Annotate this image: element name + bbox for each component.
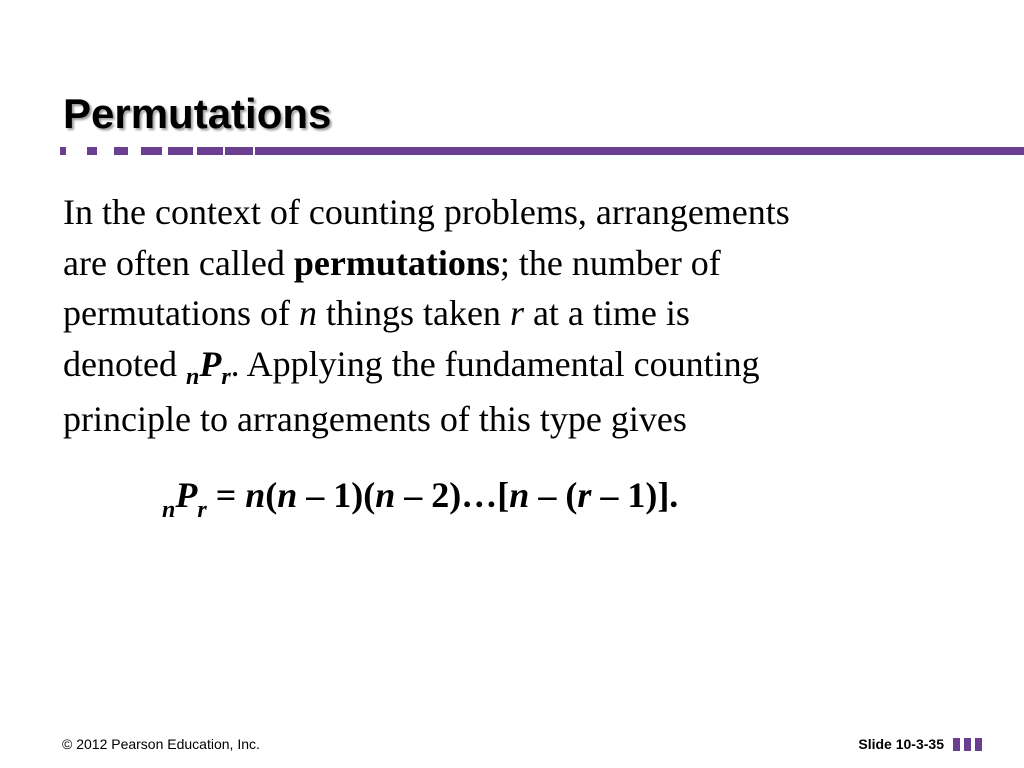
formula-term: – 1)(	[297, 475, 376, 515]
formula-subscript-r: r	[197, 497, 207, 523]
divider-line	[255, 147, 1024, 155]
body-line	[63, 187, 963, 238]
body-paragraph	[63, 187, 963, 445]
formula-term: – (	[529, 475, 578, 515]
divider-dash	[141, 147, 162, 155]
body-text: ; the number of	[499, 242, 721, 283]
formula-term: n	[277, 475, 298, 515]
subscript-n: n	[185, 363, 200, 390]
body-text: are often called	[63, 242, 294, 283]
title-divider	[60, 147, 1024, 155]
divider-dash	[60, 147, 66, 155]
formula-term: r	[577, 475, 592, 515]
body-text: at a time is	[523, 293, 690, 333]
footer-bar	[975, 738, 982, 751]
body-line	[63, 339, 963, 395]
formula-equals: =	[206, 475, 246, 515]
divider-dash	[225, 147, 253, 155]
divider-dash	[114, 147, 128, 155]
subscript-r: r	[221, 363, 231, 390]
footer-bar	[953, 738, 960, 751]
variable-r: r	[509, 293, 524, 333]
footer-copyright: © 2012 Pearson Education, Inc.	[62, 736, 260, 752]
formula-term: n	[245, 475, 266, 515]
formula-subscript-n: n	[162, 497, 176, 523]
body-text: . Applying the fundamental counting	[230, 343, 760, 384]
formula-term: n	[375, 475, 396, 515]
body-line	[63, 238, 963, 289]
slide-number: Slide 10-3-35	[858, 736, 944, 752]
term-permutations: permutations	[293, 242, 500, 283]
formula-term: – 1)].	[591, 475, 679, 515]
permutation-formula	[162, 470, 678, 525]
footer-bars-icon	[953, 738, 983, 751]
formula-term: n	[509, 475, 530, 515]
body-line	[63, 288, 963, 339]
formula-term: (	[265, 475, 278, 515]
variable-n: n	[298, 293, 317, 333]
body-line	[63, 394, 963, 445]
body-text: things taken	[316, 293, 510, 333]
body-text: permutations of	[63, 293, 299, 333]
footer-bar	[964, 738, 971, 751]
divider-dash	[168, 147, 193, 155]
body-text: principle to arrangements of this type gives	[63, 399, 687, 439]
divider-dash	[197, 147, 223, 155]
symbol-P: P	[199, 343, 222, 384]
slide-title: Permutations	[63, 90, 332, 137]
formula-symbol-P: P	[175, 475, 198, 515]
body-text: denoted	[63, 343, 186, 384]
divider-dash	[87, 147, 97, 155]
formula-term: – 2)…[	[395, 475, 510, 515]
body-text: In the context of counting problems, arrangements	[63, 192, 790, 232]
